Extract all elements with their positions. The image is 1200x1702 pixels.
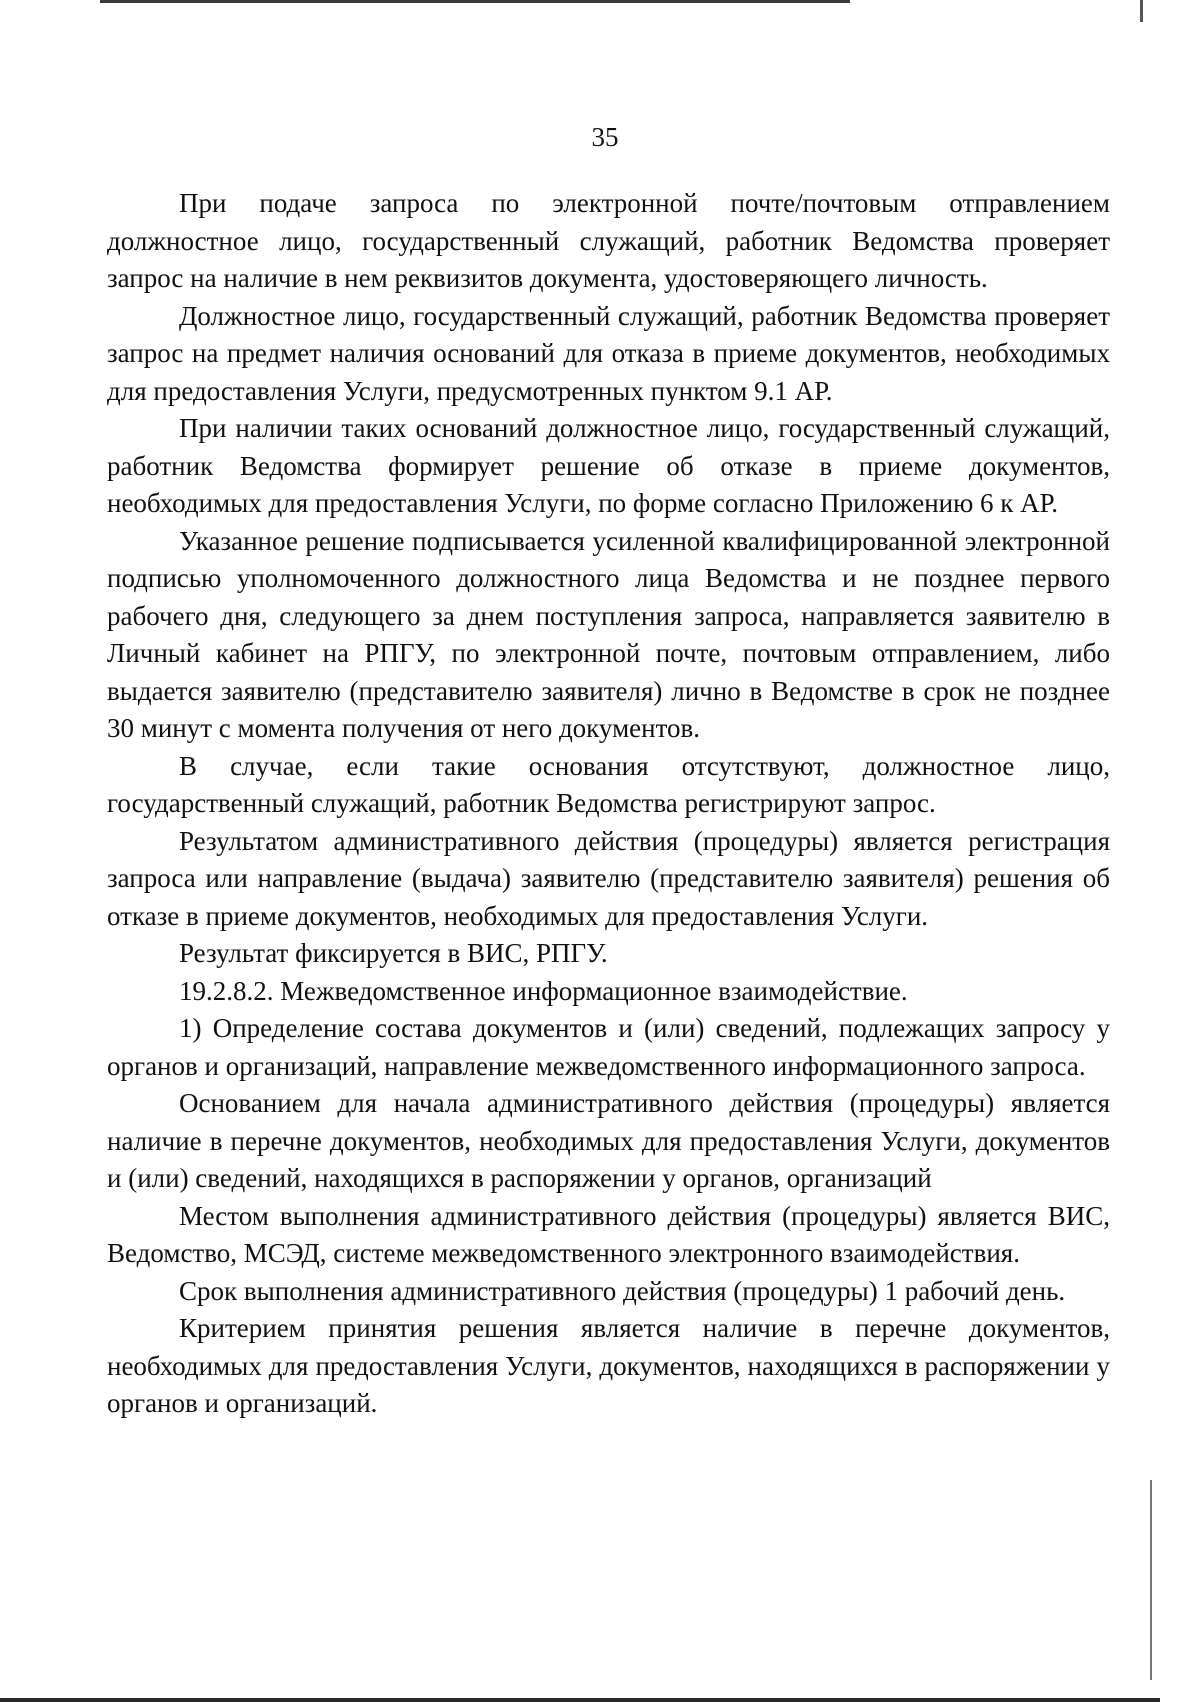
paragraph-grounds-check: Должностное лицо, государственный служащий, работник Ведомства проверяет запрос на предмет наличия оснований для отказа в приеме документов, необходимых для предоставления Услуги, предусмотренных пунктом 9.1 АР. bbox=[107, 300, 1110, 406]
paragraph-criterion: Критерием принятия решения является наличие в перечне документов, необходимых для предоставления Услуги, документов, находящихся в распоряжении у органов и организаций. bbox=[107, 1313, 1110, 1418]
document-body bbox=[107, 185, 1110, 1423]
scan-edge-top bbox=[100, 0, 850, 3]
section-heading: 19.2.8.2. Межведомственное информационное взаимодействие. bbox=[179, 975, 908, 1006]
paragraph-result-recorded: Результат фиксируется в ВИС, РПГУ. bbox=[179, 938, 608, 968]
paragraph-registration: В случае, если такие основания отсутствуют, должностное лицо, государственный служащий, работник Ведомства регистрируют запрос. bbox=[107, 750, 1110, 818]
scan-edge-bottom bbox=[0, 1698, 1160, 1702]
paragraph-result: Результатом административного действия (процедуры) является регистрация запроса или направление (выдача) заявителю (представителю заявителя) решения об отказе в приеме документов, необходимых для предоставления Услуги. bbox=[107, 825, 1110, 931]
paragraph-place: Местом выполнения административного действия (процедуры) является ВИС, Ведомство, МСЭД, системе межведомственного электронного взаимодействия. bbox=[107, 1200, 1110, 1268]
paragraph-email-check: При подаче запроса по электронной почте/почтовым отправлением должностное лицо, государственный служащий, работник Ведомства проверяет запрос на наличие в нем реквизитов документа, удостоверяющего личность. bbox=[107, 188, 1110, 293]
paragraph-decision-signing: Указанное решение подписывается усиленной квалифицированной электронной подписью уполномоченного должностного лица Ведомства и не позднее первого рабочего дня, следующего за днем поступления запроса, направляется заявителю в Личный кабинет на РПГУ, по электронной почте, почтовым отправлением, либо выдается заявителю (представителю заявителя) лично в Ведомстве в срок не позднее 30 минут с момента получения от него документов. bbox=[107, 525, 1110, 743]
scan-edge-mark bbox=[1140, 0, 1143, 22]
scan-edge-right bbox=[1150, 1480, 1152, 1680]
paragraph-basis: Основанием для начала административного действия (процедуры) является наличие в перечне документов, необходимых для предоставления Услуги, документов и (или) сведений, находящихся в распоряжении у органов, организаций bbox=[107, 1088, 1110, 1193]
page-number: 35 bbox=[591, 122, 619, 152]
paragraph-term: Срок выполнения административного действия (процедуры) 1 рабочий день. bbox=[179, 1275, 1066, 1306]
paragraph-refusal-decision: При наличии таких оснований должностное лицо, государственный служащий, работник Ведомства формирует решение об отказе в приеме документов, необходимых для предоставления Услуги, по форме согласно Приложению 6 к АР. bbox=[107, 413, 1110, 518]
paragraph-item-1: 1) Определение состава документов и (или) сведений, подлежащих запросу у органов и организаций, направление межведомственного информационного запроса. bbox=[107, 1013, 1110, 1081]
